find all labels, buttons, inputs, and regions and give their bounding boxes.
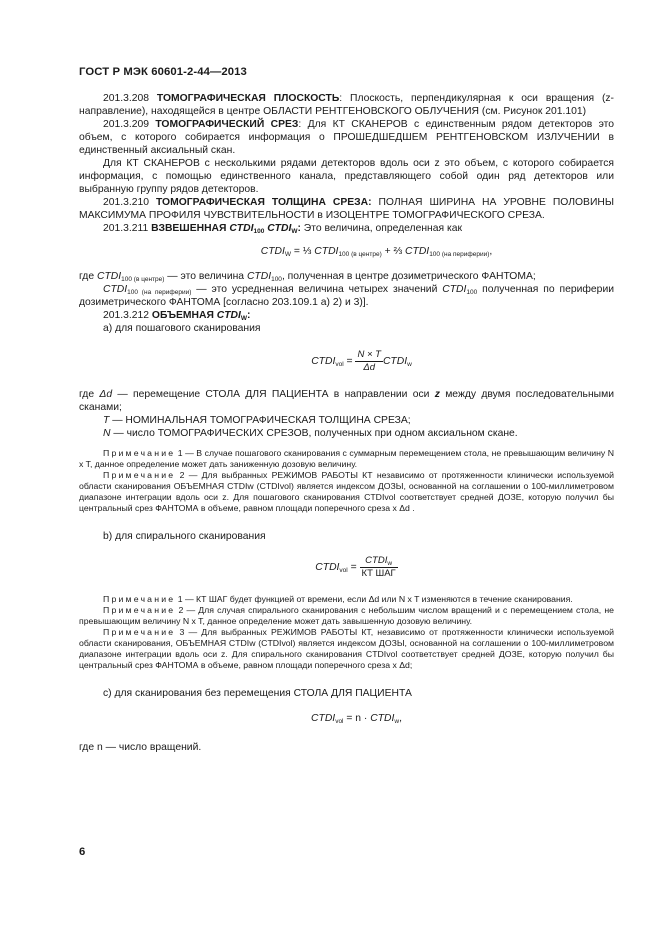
formula-ctdi-vol-step <box>79 349 614 374</box>
f-op: = <box>343 356 356 368</box>
note-text: 1 — КТ ШАГ будет функцией от времени, если Δd или N x T изменяются в течение сканирования. <box>175 594 573 604</box>
f-sub: 100 (в центре) <box>338 251 382 258</box>
denominator: Δd <box>363 362 376 373</box>
delta-d-definition <box>79 388 614 414</box>
text: z <box>434 389 440 400</box>
where-center <box>79 270 614 283</box>
f-sub: vol <box>335 361 344 369</box>
definition-text: : Для КТ СКАНЕРОВ с единственным рядом детекторов это объем, с которого собирается информация о ПРОШЕДШЕДШЕМ РЕНТГЕНОВСКОМ ИЗЛУЧЕНИИ в единственный аксиальный скан. <box>79 119 614 156</box>
f-op: = ⅓ <box>291 246 315 257</box>
f-term: CTDI <box>314 246 339 257</box>
formula-ctdi-vol-spiral <box>79 555 614 580</box>
document-header: ГОСТ Р МЭК 60601-2-44—2013 <box>79 66 247 78</box>
sub: 100 (на периферии) <box>127 289 192 296</box>
term-part: CTDI <box>267 223 292 234</box>
f-term: CTDI <box>370 713 395 724</box>
para-201-3-212 <box>79 309 614 322</box>
term-part: CTDI <box>229 223 254 234</box>
term-part: ВЗВЕШЕННАЯ <box>151 223 230 234</box>
denominator: КТ ШАГ <box>361 568 396 579</box>
note-b2 <box>79 605 614 627</box>
f-term: CTDI <box>260 246 285 257</box>
note-text: 3 — Для выбранных РЕЖИМОВ РАБОТЫ КТ, независимо от протяженности клинически используемой области сканирования, ОБЪЕМНАЯ CTDIw (CTDIvol) является индексом ДОЗЫ, основанной на соглашении о 100-миллиметровом диапазоне интеграции вдоль оси z. Для спирального сканирования CTDIvol соответствует средней ДОЗЕ, которую получил бы центральный срез ФАНТОМА в объеме, равном площади поперечного среза x Δd; <box>79 627 614 670</box>
term-part: ОБЪЕМНАЯ <box>151 310 217 321</box>
text: — это величина <box>164 271 247 282</box>
sub: w <box>387 560 393 567</box>
f-op: = <box>347 562 360 574</box>
term: ТОМОГРАФИЧЕСКАЯ ПЛОСКОСТЬ <box>156 93 340 104</box>
clause-number: 201.3.210 <box>103 197 150 208</box>
note-text: 1 — В случае пошагового сканирования с суммарным перемещением стола, не превышающим величину N x T, данное определение может дать заниженную дозовую величину. <box>79 448 614 469</box>
f-sub: vol <box>339 567 348 575</box>
f-sub: vol <box>335 718 344 725</box>
note-b1 <box>79 594 614 605</box>
para-multi-row: Для КТ СКАНЕРОВ с несколькими рядами детекторов вдоль оси z это объем, с которого собирается информация, с помощью единственного канала, представляющего собой один ряд детекторов или выбранную группу рядов детекторов. <box>79 158 614 195</box>
text: CTDI <box>365 555 388 566</box>
f-sub: W <box>284 251 291 258</box>
text: — это усредненная величина четырех значений <box>191 284 443 295</box>
term-part: : <box>297 223 301 234</box>
f-term: CTDI <box>382 356 408 368</box>
definition-text: : Плоскость, перпендикулярная к оси вращения (z-направление), находящейся в центре ОБЛАСТИ РЕНТГЕНОВСКОГО ОБЛУЧЕНИЯ (см. Рисунок 201.101) <box>79 93 615 117</box>
fraction <box>355 349 383 374</box>
formula-ctdi-vol-no-table <box>79 712 614 725</box>
definition-text: ПОЛНАЯ ШИРИНА НА УРОВНЕ ПОЛОВИНЫ МАКСИМУМА ПРОФИЛЯ ЧУВСТВИТЕЛЬНОСТИ в ИЗОЦЕНТРЕ ТОМОГРАФИЧЕСКОГО СРЕЗА. <box>79 197 615 221</box>
f-sub: 100 (на периферии) <box>429 251 490 258</box>
note-text: 2 — Для выбранных РЕЖИМОВ РАБОТЫ КТ независимо от протяженности клинически используемой области сканирования ОБЪЕМНАЯ CTDIw (CTDIvol) является индексом ДОЗЫ, основанной на соглашении о 100-миллиметровом диапазоне интеграции вдоль оси z. Для пошагового сканирования CTDIvol соответствует средней ДОЗЕ, которую получил бы центральный срез ФАНТОМА в объеме, равном площади поперечного среза x Δd . <box>79 470 614 513</box>
clause-number: 201.3.208 <box>103 93 150 104</box>
f-term: CTDI <box>315 562 340 574</box>
text: CTDI <box>96 271 122 282</box>
f-op: , <box>399 713 402 724</box>
para-201-3-209 <box>79 118 614 157</box>
text: CTDI <box>246 271 272 282</box>
n-definition <box>79 427 614 440</box>
item-b: b) для спирального сканирования <box>103 531 266 542</box>
numerator: N × T <box>357 349 381 360</box>
f-sub: w <box>394 718 400 725</box>
item-c: с) для сканирования без перемещения СТОЛА ДЛЯ ПАЦИЕНТА <box>103 688 412 699</box>
definition-text: Это величина, определенная как <box>300 223 463 234</box>
text: полученная по периферии дозиметрического ФАНТОМА [согласно 203.109.1 а) 2) и 3)]. <box>79 284 614 308</box>
note-label: Примечание <box>103 627 176 637</box>
note-label: Примечание <box>103 605 176 615</box>
page-number: 6 <box>79 846 86 858</box>
rotations-definition: где n — число вращений. <box>79 742 202 753</box>
term-sub: W <box>291 228 298 235</box>
term: ТОМОГРАФИЧЕСКИЙ СРЕЗ <box>155 119 299 130</box>
text: — число ТОМОГРАФИЧЕСКИХ СРЕЗОВ, полученных при одном аксиальном скане. <box>110 428 518 439</box>
note-label: Примечание <box>103 594 176 604</box>
text: T <box>103 415 110 426</box>
note-b3 <box>79 627 614 671</box>
para-201-3-210 <box>79 196 614 222</box>
text: где <box>79 389 100 400</box>
note-a1 <box>79 448 614 470</box>
f-term: CTDI <box>405 246 430 257</box>
text: где <box>79 271 97 282</box>
term-part: : <box>247 310 251 321</box>
note-a2 <box>79 470 614 514</box>
numerator <box>360 555 398 568</box>
sub: 100 (в центре) <box>121 276 165 283</box>
sub: 100 <box>466 289 478 296</box>
text: CTDI <box>442 284 467 295</box>
term-part: CTDI <box>216 310 241 321</box>
f-sub: w <box>407 361 412 369</box>
sub: 100 <box>271 276 282 283</box>
text: — НОМИНАЛЬНАЯ ТОМОГРАФИЧЕСКАЯ ТОЛЩИНА СРЕЗА; <box>109 415 411 426</box>
item-a: а) для пошагового сканирования <box>103 323 261 334</box>
clause-number: 201.3.209 <box>103 119 150 130</box>
t-definition <box>79 414 614 427</box>
note-label: Примечание <box>103 448 176 458</box>
where-periphery <box>79 283 614 309</box>
term-sub: 100 <box>253 228 265 235</box>
f-op: , <box>489 246 493 257</box>
term <box>152 310 251 321</box>
f-op: = n · <box>343 713 371 724</box>
clause-number: 201.3.211 <box>103 223 149 234</box>
page-content <box>79 92 614 754</box>
text: — перемещение СТОЛА ДЛЯ ПАЦИЕНТА в направлении оси <box>112 389 435 400</box>
term: ТОМОГРАФИЧЕСКАЯ ТОЛЩИНА СРЕЗА: <box>156 197 372 208</box>
f-term: CTDI <box>311 713 336 724</box>
clause-number: 201.3.212 <box>103 310 150 321</box>
note-text: 2 — Для случая спирального сканирования с небольшим числом вращений и с перемещением стола, не превышающим величину N x T, данное определение может дать завышенную дозовую величину. <box>79 605 614 626</box>
formula-ctdi-w <box>79 245 614 258</box>
text: Δd <box>99 389 113 400</box>
para-201-3-208 <box>79 92 614 118</box>
text: , полученная в центре дозиметрического ФАНТОМА; <box>281 271 536 282</box>
term <box>151 223 301 234</box>
para-201-3-211 <box>79 222 614 235</box>
text: N <box>103 428 111 439</box>
term-sub: W <box>240 315 248 322</box>
f-op: + ⅔ <box>381 246 406 257</box>
text: между двумя последовательными сканами; <box>79 389 614 413</box>
note-label: Примечание <box>103 470 176 480</box>
fraction <box>360 555 398 580</box>
f-term: CTDI <box>311 356 336 368</box>
text: CTDI <box>103 284 128 295</box>
